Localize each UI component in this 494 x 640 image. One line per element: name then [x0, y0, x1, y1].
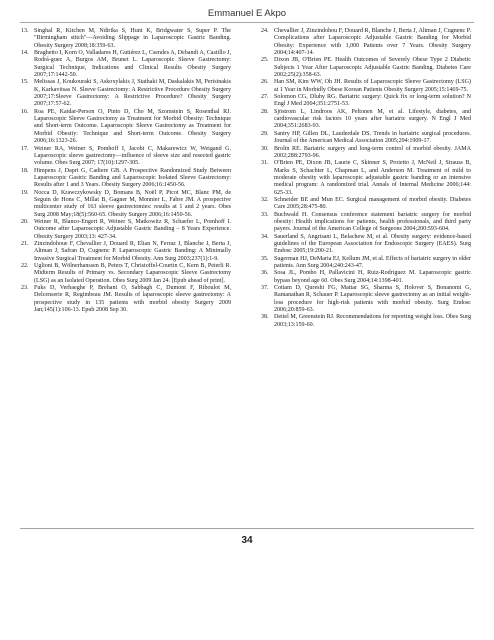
reference-item — [261, 285, 471, 314]
reference-item — [261, 57, 471, 79]
reference-text: Uglioni B, Wölnerhanssen B, Peters T, Christoffel-Courtin C, Kern B, Peterli R. Midterm Results of Primary vs. Secondary Laparoscopic Sleeve Gastrectomy (LSG) as an Isolated Operation. Obes Surg 2009 Jan 24. [Epub ahead of print]. — [34, 263, 231, 284]
reference-number: 30. — [261, 145, 269, 152]
reference-item — [261, 234, 471, 256]
reference-item — [261, 28, 471, 57]
reference-text: Brolin RE. Bariatric surgery and long-term control of morbid obesity. JAMA 2002;288:2793-96. — [274, 145, 471, 159]
reference-number: 19. — [21, 189, 29, 196]
reference-number: 26. — [261, 79, 269, 86]
reference-text: Melissas J, Koukouraki S, Askoxylakis J, Stathaki M, Daskalakis M, Perisinakis K, Karkavitsas N. Sleeve Gastrectomy: A Restrictive Procedure Obesity Surgery 2007;17:Sleeve Gastrectomy: A Restrictive Procedure? Obesity Surgery 2007;17:57-62. — [34, 79, 231, 108]
reference-text: Cottam D, Qureshi FG, Mattar SG, Sharma S, Holover S, Bonanomi G, Ramanathan R, Schauer P. Laparoscopic sleeve gastrectomy as an initial weight-loss procedure for high-risk patients with morbid obesity. Surg Endosc 2006;20:859-63. — [274, 285, 471, 314]
reference-text: Deitel M, Greenstein RJ. Recommendations for reporting weight loss. Obes Surg 2003;13:159-60. — [274, 314, 471, 328]
header-rule — [20, 22, 474, 23]
reference-item — [21, 50, 231, 79]
reference-number: 25. — [261, 57, 269, 64]
reference-list-left — [21, 28, 231, 314]
reference-text: Chevallier J, Zinzindohou F, Douard R, Blanche J, Berta J, Altman J, Cugnenc P. Complications after Laparoscopic Adjustable Gastric Banding for Morbid Obesity: Experience with 1,000 Patients over 7 Years. Obesity Surgery 2004;14:407-14. — [274, 28, 471, 57]
reference-text: O'Brien PE, Dixon JB, Laurie C, Skinner S, Proietto J, McNeil J, Strauss B, Marks S, Schachter L, Chapman L, and Anderson M. Treatment of mild to moderate obesity with laparoscopic adjustable gastric banding or an intensive medical program: A randomized trial. Annals of Internal Medicine 2006;144: 625-33. — [274, 160, 471, 196]
reference-item — [261, 109, 471, 131]
reference-number: 38. — [261, 314, 269, 321]
reference-item — [261, 160, 471, 197]
references-right-column — [261, 28, 471, 329]
reference-number: 23. — [21, 285, 29, 292]
reference-text: Sosa JL, Pombo H, Pallavicini H, Ruiz-Rodriguez M. Laparoscopic gastric bypass beyond age 60. Obes Surg 2004;14:1398-401. — [274, 270, 471, 284]
reference-item — [261, 197, 471, 212]
reference-item — [21, 285, 231, 314]
reference-text: Dixon JB, O'Brien PE. Health Outcomes of Severely Obese Type 2 Diabetic Subjects 1 Year After Laparoscopic Adjustable Gastric Banding. Diabetes Care 2002;25(2):358-63. — [274, 57, 471, 79]
reference-text: Sauerland S, Angrisani L, Belachew M, et al. Obesity surgery: evidence-based guidelines of the European Association for Endoscopic Surgery (EAES). Surg Endosc 2005;19:200-21. — [274, 233, 471, 255]
reference-number: 24. — [261, 28, 269, 34]
running-header: Emmanuel E Akpo — [207, 8, 287, 19]
reference-number: 37. — [261, 285, 269, 292]
reference-number: 15. — [21, 79, 29, 86]
reference-item — [21, 79, 231, 108]
reference-text: Santry HP, Gillen DL, Lauderdale DS. Trends in bariatric surgical procedures. Journal of the American Medical Association 2005;294:1909-17. — [274, 130, 471, 145]
reference-number: 27. — [261, 94, 269, 101]
footer-rule — [20, 528, 474, 529]
reference-text: Han SM, Kim WW, Oh JH. Results of Laparoscopic Sleeve Gastrectomy (LSG) at 1 Year in Morbidly Obese Korean Patients Obesity Surgery 2005;15:1469-75. — [274, 79, 471, 93]
reference-text: Zinzindohoue F, Chevallier J, Douard R, Elian N, Ferraz J, Blanche J, Berta J, Altman J, Safran D, Cugnenc P. Laparoscopic Gastric Banding: A Minimally Invasive Surgical Treatment for Morbid Obesity. Ann Surg 2003;237(1):1-9. — [34, 240, 231, 262]
reference-item — [261, 270, 471, 285]
references-left-column — [21, 28, 231, 314]
reference-item — [21, 219, 231, 241]
reference-number: 14. — [21, 50, 29, 57]
reference-item — [261, 314, 471, 329]
reference-item — [261, 94, 471, 109]
reference-item — [21, 146, 231, 168]
reference-number: 33. — [261, 211, 269, 218]
reference-text: Sugerman HJ, DeMaria EJ, Kellum JM, et al. Effects of bariatric surgery in older patients. Ann Surg 2004;240:243-47. — [274, 255, 471, 269]
reference-number: 16. — [21, 108, 29, 115]
reference-item — [21, 241, 231, 263]
page-number: 34 — [241, 535, 253, 546]
reference-item — [261, 256, 471, 271]
reference-item — [261, 212, 471, 234]
reference-item — [261, 146, 471, 161]
reference-text: Weiner R, Blanco-Engert R, Weiner S, Matkowitz R, Schaefer L, Pomhoff I. Outcome after Laparoscopic Adjustable Gastric Banding – 8 Years Experience. Obesity Surgery 2003;13: 427-34. — [34, 218, 231, 240]
reference-number: 28. — [261, 108, 269, 115]
reference-number: 35. — [261, 255, 269, 262]
reference-item — [261, 79, 471, 94]
reference-number: 29. — [261, 130, 269, 137]
reference-number: 20. — [21, 218, 29, 225]
reference-text: Himpens J, Dapri G, Cadiere GB. A Prospective Randomized Study Between Laparoscopic Gastric Banding and Laparoscopic Isolated Sleeve Gastrectomy: Results after 1 and 3 Years. Obesity Surgery 2006;16:1450-56. — [34, 167, 231, 189]
reference-item — [261, 131, 471, 146]
reference-number: 32. — [261, 196, 269, 203]
reference-number: 31. — [261, 160, 269, 167]
reference-text: Singhal R, Kitchen M, Ndirika S, Hunt K, Bridgwater S, Super P. The "Birmingham stitch"—Avoiding Slippage in Laparoscopic Gastric Banding. Obesity Surgery 2008;18:359-63. — [34, 28, 231, 49]
reference-item — [21, 28, 231, 50]
reference-text: Solomon CG, Dluhy RG. Bariatric surgery: Quick fix or long-term solution? N Engl J Med 2004;351:2751-53. — [274, 94, 471, 108]
reference-number: 13. — [21, 28, 29, 34]
reference-number: 22. — [21, 263, 29, 269]
reference-number: 18. — [21, 167, 29, 174]
reference-list-right — [261, 28, 471, 329]
reference-item — [21, 263, 231, 285]
reference-number: 21. — [21, 240, 29, 247]
reference-number: 34. — [261, 233, 269, 240]
reference-number: 36. — [261, 270, 269, 277]
reference-text: Buchwald H. Consensus conference statement bariatric surgery for morbid obesity: Health implications for patients, health professionals, and third party payers. Journal of the American College of Surgeons 2004;200:593-604. — [274, 211, 471, 233]
reference-text: Braghetto I, Korn O, Valladares H, Gutiérez L, Csendes A, Debandi A, Castillo J, Rodrá-guez A, Burgos AM, Brunet L. Laparoscopic Sleeve Gastrectomy: Surgical Technique, Indications and Clinical Results Obesity Surgery 2007;17:1442-50. — [34, 50, 231, 79]
reference-text: Weiner RA, Weiner S, Pomhoff I, Jacobi C, Makarewicz W, Weigand G. Laparoscopic sleeve gastrectomy—influence of sleeve size and resected gastric volume. Obes Surg 2007; 17(10):1297-305. — [34, 145, 231, 167]
reference-text: Nocca D, Krawczykowsky D, Bomans B, Noël P, Picot MC, Blanc PM, de Seguin de Hons C, Millat B, Gagner M, Monnier L, Fabre JM. A prospective multicenter study of 163 sleeve gastrectomies: results at 1 and 2 years. Obes Surg 2008 May;18(5):560-65. Obesity Surgery 2006;16:1450-56. — [34, 189, 231, 218]
reference-text: Roa PE, Kaidar-Person O, Pinto D, Cho M, Szomstein S, Rosenthal RJ. Laparoscopic Sleeve Gastrectomy as Treatment for Morbid Obesity: Technique and Short-term Outcome. Laparoscopic Sleeve Gastrectomy as Treatment for Morbid Obesity: Technique and Short-term Outcome. Obesity Surgery 2006;16:1323-26. — [34, 108, 231, 145]
reference-item — [21, 168, 231, 190]
reference-item — [21, 190, 231, 219]
reference-text: Schneider BE and Mun EC. Surgical management of morbid obesity. Diabetes Care 2005;28:475-80. — [274, 196, 471, 211]
reference-text: Sjöstrom L, Lindroos AK, Peltonen M, et al. Lifestyle, diabetes, and cardiovascular risk factors 10 years after bariatric surgery. N Engl J Med 2004;351:2683-93. — [274, 108, 471, 130]
reference-text: Fuks D, Verhaeghe P, Brehant O, Sabbagh C, Dumont F, Riboulot M, Delcenserie R, Regimbeau JM. Results of laparoscopic sleeve gastrectomy: A prospective study in 135 patients with morbid obesity Surgery 2009 Jan;145(1):106-13. Epub 2008 Sep 30. — [34, 285, 231, 314]
reference-item — [21, 109, 231, 146]
reference-number: 17. — [21, 145, 29, 152]
